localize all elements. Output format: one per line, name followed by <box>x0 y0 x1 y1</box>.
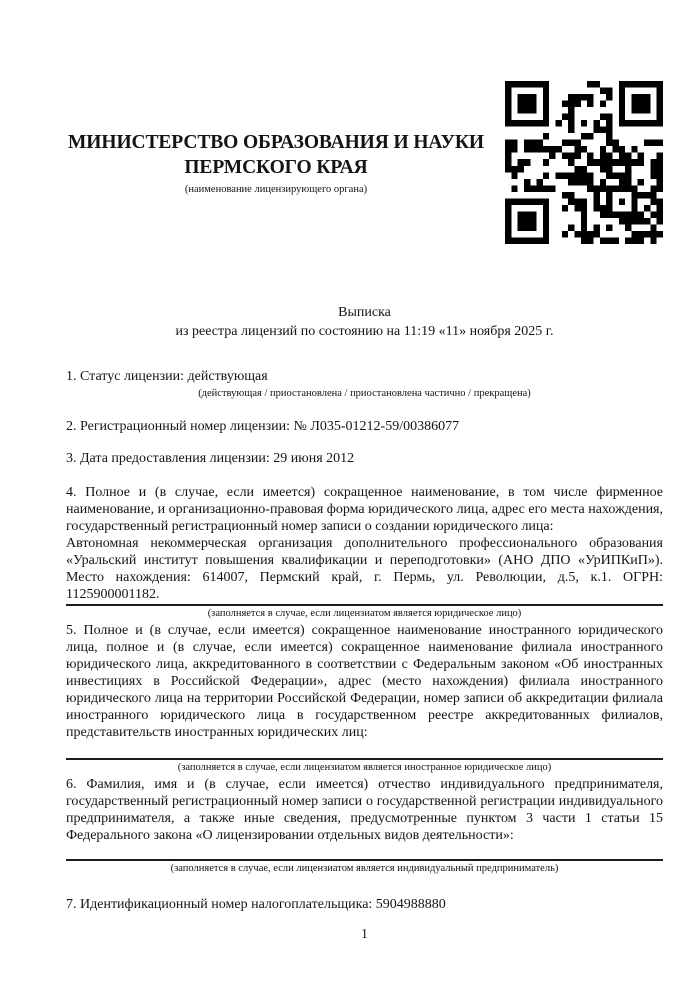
entrepreneur-question: 6. Фамилия, имя и (в случае, если имеется) отчество индивидуального предпринимателя, государственный регистрационный номер записи о государственной регистрации индивидуального предпринимателя, а также иные сведения, предусмотренные пунктом 3 части 1 статьи 15 Федерального закона «О лицензировании отдельных видов деятельности»: <box>66 777 663 843</box>
authority-name-line2: ПЕРМСКОГО КРАЯ <box>184 157 368 178</box>
item-individual-entrepreneur <box>66 776 663 875</box>
item-registration-number <box>66 418 663 435</box>
foreign-entity-caption: (заполняется в случае, если лицензиатом является иностранное юридическое лицо) <box>177 762 552 773</box>
item-legal-entity <box>66 484 663 620</box>
item-license-date <box>66 450 663 467</box>
license-status-options-caption: (действующая / приостановлена / приостановлена частично / прекращена) <box>198 388 531 399</box>
entrepreneur-caption: (заполняется в случае, если лицензиатом является индивидуальный предприниматель) <box>170 863 559 874</box>
page-number: 1 <box>361 926 368 941</box>
document-title <box>66 303 663 341</box>
item-taxpayer-id <box>66 896 663 913</box>
fill-line <box>66 859 663 861</box>
legal-entity-answer: Автономная некоммерческая организация дополнительного профессионального образования «Уральский институт повышения квалификации и переподготовки» (АНО ДПО «УрИПКиП»). Место нахождения: 614007, Пермский край, г. Пермь, ул. Революции, д.5, к.1. ОГРН: 1125900001182. <box>66 536 663 602</box>
foreign-entity-question: 5. Полное и (в случае, если имеется) сокращенное наименование иностранного юридического лица, полное и (в случае, если имеется) сокращенное наименование филиала иностранного юридического лица, аккредитованного в соответствии с Федеральным законом «Об иностранных инвестициях в Российской Федерации», адрес (место нахождения) филиала иностранного юридического лица на территории Российской Федерации, номер записи об аккредитации филиала иностранного юридического лица в государственном реестре аккредитованных филиалов, представительств иностранных юридических лиц: <box>66 623 663 740</box>
fill-line <box>66 604 663 606</box>
license-date-text: 3. Дата предоставления лицензии: 29 июня 2012 <box>66 451 355 466</box>
document-title-line2: из реестра лицензий по состоянию на 11:19 «11» ноября 2025 г. <box>175 324 554 339</box>
registration-number-text: 2. Регистрационный номер лицензии: № Л035-01212-59/00386077 <box>66 419 460 434</box>
authority-name-caption: (наименование лицензирующего органа) <box>184 184 368 195</box>
authority-name-line1: МИНИСТЕРСТВО ОБРАЗОВАНИЯ И НАУКИ <box>68 132 484 153</box>
fill-line <box>66 758 663 760</box>
legal-entity-caption: (заполняется в случае, если лицензиатом является юридическое лицо) <box>207 608 522 619</box>
item-license-status <box>66 368 663 400</box>
legal-entity-question: 4. Полное и (в случае, если имеется) сокращенное наименование, в том числе фирменное наименование, и организационно-правовая форма юридического лица, адрес его места нахождения, государственный регистрационный номер записи о создании юридического лица: <box>66 485 663 534</box>
licensing-authority-header <box>56 130 496 196</box>
taxpayer-id-text: 7. Идентификационный номер налогоплательщика: 5904988880 <box>66 897 446 912</box>
qr-code-icon <box>505 81 663 244</box>
item-foreign-entity <box>66 622 663 774</box>
document-title-line1: Выписка <box>338 305 391 320</box>
license-status-text: 1. Статус лицензии: действующая <box>66 369 268 384</box>
